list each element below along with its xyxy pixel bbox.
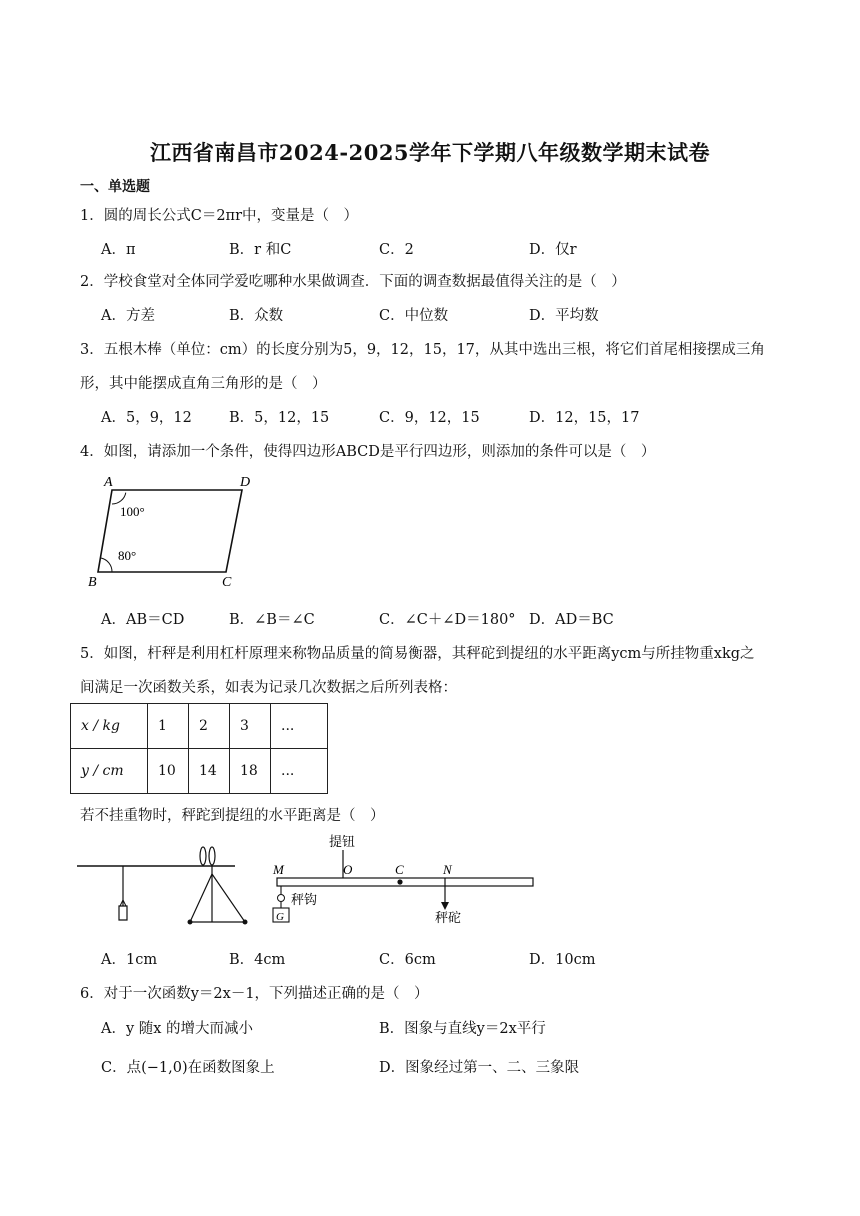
- option-a[interactable]: A．π: [101, 242, 136, 258]
- option-d[interactable]: D．仅r: [529, 242, 577, 258]
- tiniu-label: 提钮: [329, 834, 356, 849]
- point-c-label: C: [395, 862, 404, 877]
- option-a[interactable]: A．y 随x 的增大而减小: [101, 1021, 254, 1037]
- question-5-stem-line-1: 5．如图，杆秤是利用杠杆原理来称物品质量的简易衡器，其秤砣到提纽的水平距离ycm与所挂物重xkg之: [80, 646, 755, 662]
- question-4-stem: 4．如图，请添加一个条件，使得四边形ABCD是平行四边形，则添加的条件可以是（ ）: [80, 444, 656, 460]
- steelyard-figure: [75, 832, 545, 932]
- table-row: [71, 749, 328, 794]
- weight-label: 秤砣: [435, 910, 462, 925]
- option-b[interactable]: B．众数: [229, 308, 284, 324]
- option-c[interactable]: C．9，12，15: [379, 410, 480, 426]
- table-header-cell: y / cm: [71, 749, 148, 794]
- table-cell: ...: [271, 749, 328, 794]
- option-c[interactable]: C．点(−1,0)在函数图象上: [101, 1060, 275, 1076]
- section-heading: 一、单选题: [80, 179, 150, 195]
- vertex-d-label: D: [240, 475, 251, 490]
- angle-b-label: 80°: [118, 548, 137, 563]
- vertex-a-label: A: [104, 475, 113, 490]
- table-row: [71, 704, 328, 749]
- table-cell: 2: [189, 704, 230, 749]
- option-c[interactable]: C．2: [379, 242, 414, 258]
- table-cell: 14: [189, 749, 230, 794]
- table-cell: ...: [271, 704, 328, 749]
- question-6-stem: 6．对于一次函数y＝2x－1，下列描述正确的是（ ）: [80, 986, 429, 1002]
- option-d[interactable]: D．10cm: [529, 952, 596, 968]
- option-d[interactable]: D．12，15，17: [529, 410, 640, 426]
- option-b[interactable]: B．图象与直线y＝2x平行: [379, 1021, 546, 1037]
- table-cell: 1: [148, 704, 189, 749]
- table-cell: 18: [230, 749, 271, 794]
- table-cell: 3: [230, 704, 271, 749]
- table-header-cell: x / kg: [71, 704, 148, 749]
- option-a[interactable]: A．1cm: [101, 952, 158, 968]
- question-5-prompt: 若不挂重物时，秤跎到提纽的水平距离是（ ）: [80, 808, 385, 824]
- question-3-stem-line-1: 3．五根木棒（单位：cm）的长度分别为5，9，12，15，17，从其中选出三根，将它们首尾相接摆成三角: [80, 342, 765, 358]
- option-d[interactable]: D．AD＝BC: [529, 612, 614, 628]
- table-cell: 10: [148, 749, 189, 794]
- angle-a-label: 100°: [120, 504, 145, 519]
- point-m-label: M: [273, 862, 284, 877]
- question-3-stem-line-2: 形，其中能摆成直角三角形的是（ ）: [80, 376, 327, 392]
- point-n-label: N: [443, 862, 452, 877]
- point-o-label: O: [343, 862, 353, 877]
- page-title: 江西省南昌市2024-2025学年下学期八年级数学期末试卷: [149, 140, 711, 165]
- option-b[interactable]: B．r 和C: [229, 242, 292, 258]
- question-1-stem: 1．圆的周长公式C＝2πr中，变量是（ ）: [80, 208, 359, 224]
- option-b[interactable]: B．5，12，15: [229, 410, 330, 426]
- option-d[interactable]: D．图象经过第一、二、三象限: [379, 1060, 580, 1076]
- option-b[interactable]: B．∠B＝∠C: [229, 612, 315, 628]
- option-b[interactable]: B．4cm: [229, 952, 286, 968]
- option-a[interactable]: A．AB＝CD: [101, 612, 185, 628]
- vertex-c-label: C: [222, 575, 232, 590]
- option-c[interactable]: C．∠C＋∠D＝180°: [379, 612, 516, 628]
- parallelogram-figure: [80, 470, 270, 592]
- option-c[interactable]: C．6cm: [379, 952, 436, 968]
- data-table: [70, 703, 328, 794]
- option-a[interactable]: A．5，9，12: [101, 410, 192, 426]
- option-a[interactable]: A．方差: [101, 308, 155, 324]
- weight-g-label: G: [276, 911, 284, 923]
- question-2-stem: 2．学校食堂对全体同学爱吃哪种水果做调查．下面的调查数据最值得关注的是（ ）: [80, 274, 626, 290]
- question-5-stem-line-2: 间满足一次函数关系，如表为记录几次数据之后所列表格：: [80, 680, 457, 696]
- option-d[interactable]: D．平均数: [529, 308, 599, 324]
- option-c[interactable]: C．中位数: [379, 308, 449, 324]
- hook-label: 秤钩: [291, 892, 318, 907]
- vertex-b-label: B: [88, 575, 97, 590]
